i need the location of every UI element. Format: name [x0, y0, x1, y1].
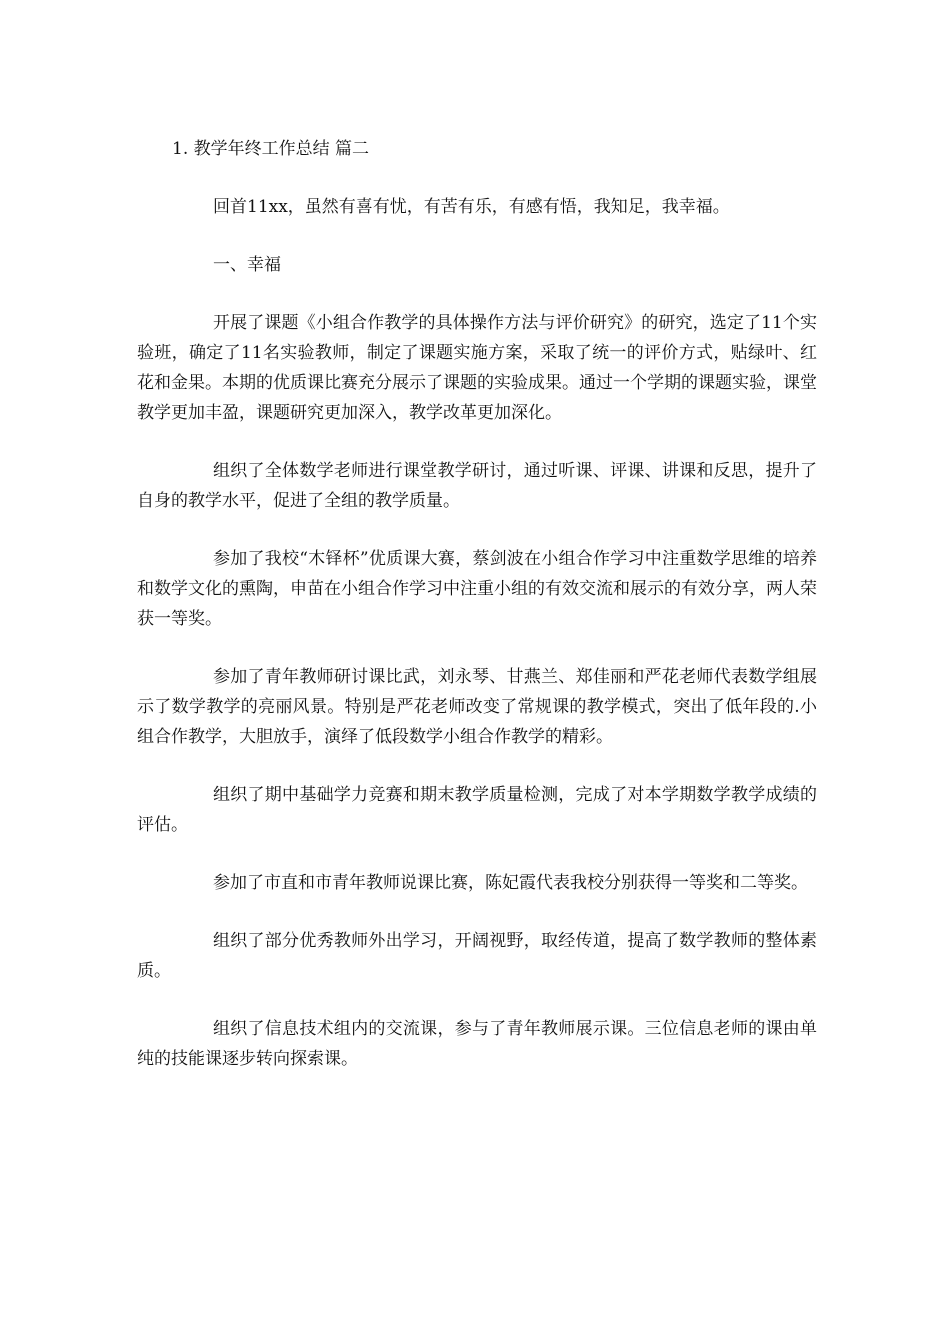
paragraph-lesson-contest: 参加了市直和市青年教师说课比赛，陈妃霞代表我校分别获得一等奖和二等奖。	[213, 873, 808, 893]
paragraph-exams: 组织了期中基础学力竞赛和期末教学质量检测，完成了对本学期数学教学成绩的评估。	[137, 785, 817, 835]
paragraph-teaching-seminar: 组织了全体数学老师进行课堂教学研讨，通过听课、评课、讲课和反思，提升了自身的教学水平，促进了全组的教学质量。	[137, 461, 817, 511]
section-heading-happiness: 一、幸福	[213, 255, 281, 275]
paragraph-competition: 参加了我校“木铎杯”优质课大赛，蔡剑波在小组合作学习中注重数学思维的培养和数学文化的熏陶，申苗在小组合作学习中注重小组的有效交流和展示的有效分享，两人荣获一等奖。	[137, 549, 817, 629]
document-body	[137, 192, 817, 1102]
document-heading: 1. 教学年终工作总结 篇二	[172, 139, 370, 159]
paragraph-external-study: 组织了部分优秀教师外出学习，开阔视野，取经传道，提高了数学教师的整体素质。	[137, 931, 817, 981]
paragraph-research-project: 开展了课题《小组合作教学的具体操作方法与评价研究》的研究，选定了11个实验班，确定了11名实验教师，制定了课题实施方案，采取了统一的评价方式，贴绿叶、红花和金果。本期的优质课比赛充分展示了课题的实验成果。通过一个学期的课题实验，课堂教学更加丰盈，课题研究更加深入，教学改革更加深化。	[137, 313, 817, 423]
paragraph-intro: 回首11xx，虽然有喜有忧，有苦有乐，有感有悟，我知足，我幸福。	[213, 197, 730, 217]
paragraph-it-exchange: 组织了信息技术组内的交流课，参与了青年教师展示课。三位信息老师的课由单纯的技能课逐步转向探索课。	[137, 1019, 817, 1069]
paragraph-young-teachers: 参加了青年教师研讨课比武，刘永琴、甘燕兰、郑佳丽和严花老师代表数学组展示了数学教学的亮丽风景。特别是严花老师改变了常规课的教学模式，突出了低年段的.小组合作教学，大胆放手，演绎了低段数学小组合作教学的精彩。	[137, 667, 817, 747]
